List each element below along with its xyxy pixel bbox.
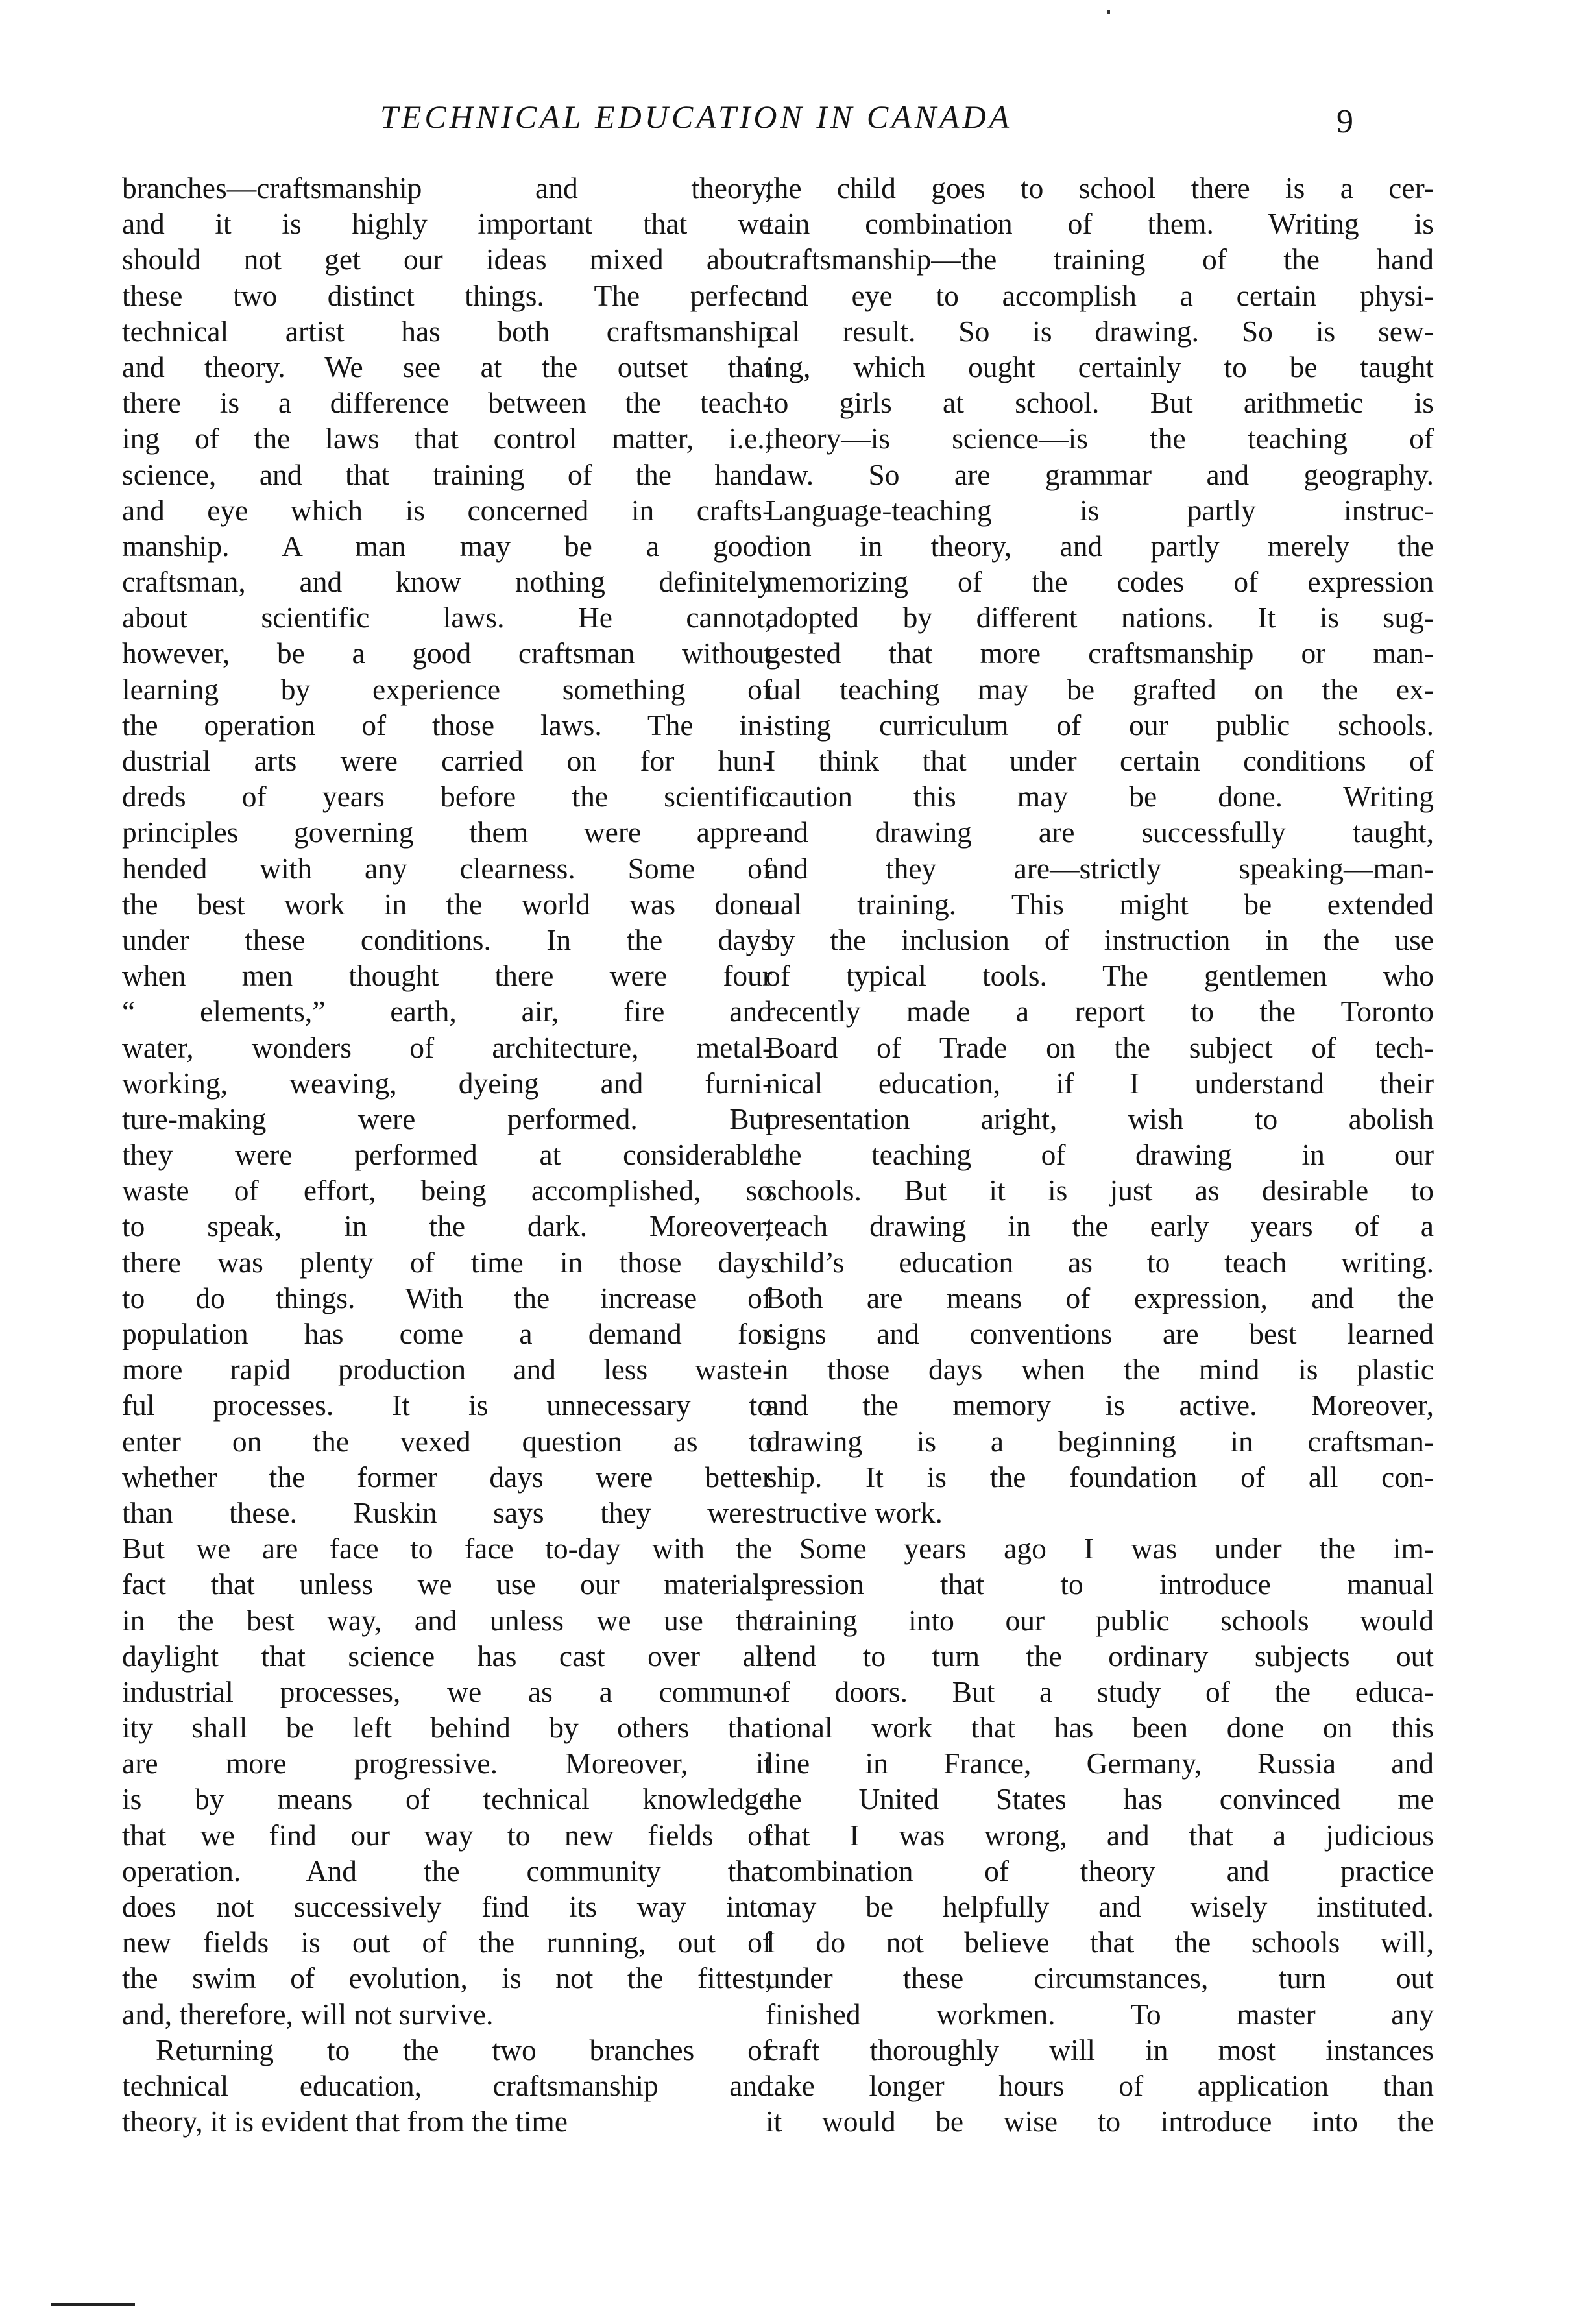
text-line: more rapid production and less waste-: [122, 1353, 772, 1386]
text-line: and drawing are successfully taught,: [766, 816, 1434, 849]
text-line: under these conditions. In the days: [122, 923, 772, 956]
text-line: Board of Trade on the subject of tech-: [766, 1030, 1434, 1064]
text-line: technical education, craftsmanship and: [122, 2068, 772, 2102]
text-line: ing, which ought certainly to be taught: [766, 350, 1434, 383]
text-line: presentation aright, wish to abolish: [766, 1102, 1434, 1135]
text-line: are more progressive. Moreover, it: [122, 1747, 772, 1780]
text-line: finished workmen. To master any: [766, 1997, 1434, 2031]
right-column: [766, 170, 1434, 2139]
text-line: cal result. So is drawing. So is sew-: [766, 314, 1434, 348]
text-line: the United States has convinced me: [766, 1782, 1434, 1816]
text-line: Both are means of expression, and the: [766, 1281, 1434, 1314]
text-line: craftsman, and know nothing definitely: [122, 565, 772, 599]
text-line: learning by experience something of: [122, 672, 772, 706]
text-line: should not get our ideas mixed about: [122, 243, 772, 276]
text-line: manship. A man may be a good: [122, 529, 772, 563]
text-line: the operation of those laws. The in-: [122, 708, 772, 742]
text-line: line in France, Germany, Russia and: [766, 1747, 1434, 1780]
text-line: in those days when the mind is plastic: [766, 1353, 1434, 1386]
text-line: they were performed at considerable: [122, 1138, 772, 1172]
text-line: principles governing them were appre-: [122, 816, 772, 849]
text-line: craftsmanship—the training of the hand: [766, 243, 1434, 276]
text-line: the child goes to school there is a cer-: [766, 171, 1434, 204]
text-line: branches—craftsmanship and theory,: [122, 171, 772, 204]
text-line: caution this may be done. Writing: [766, 780, 1434, 814]
text-line: whether the former days were better: [122, 1460, 772, 1494]
text-line: that I was wrong, and that a judicious: [766, 1818, 1434, 1852]
text-line: to girls at school. But arithmetic is: [766, 386, 1434, 420]
text-line: theory, it is evident that from the time: [122, 2105, 568, 2138]
text-line: But we are face to face to-day with the: [122, 1532, 772, 1566]
text-line: enter on the vexed question as to: [122, 1424, 772, 1458]
text-line: and eye to accomplish a certain physi-: [766, 278, 1434, 312]
text-line: craft thoroughly will in most instances: [766, 2033, 1434, 2066]
text-line: by the inclusion of instruction in the use: [766, 923, 1434, 956]
text-line: Returning to the two branches of: [156, 2033, 772, 2066]
text-line: and, therefore, will not survive.: [122, 1997, 494, 2031]
text-line: to do things. With the increase of: [122, 1281, 772, 1314]
text-line: that we find our way to new fields of: [122, 1818, 772, 1852]
text-line: does not successively find its way into: [122, 1890, 772, 1923]
text-line: is by means of technical knowledge: [122, 1782, 772, 1816]
text-line: ful processes. It is unnecessary to: [122, 1388, 772, 1422]
text-line: structive work.: [766, 1495, 943, 1529]
page-number: 9: [1336, 103, 1353, 140]
text-line: the swim of evolution, is not the fittest,: [122, 1961, 772, 1995]
text-line: the teaching of drawing in our: [766, 1138, 1434, 1172]
text-line: Language-teaching is partly instruc-: [766, 493, 1434, 527]
text-line: operation. And the community that: [122, 1854, 772, 1887]
text-line: new fields is out of the running, out of: [122, 1926, 772, 1959]
text-line: about scientific laws. He cannot,: [122, 601, 772, 635]
text-line: of doors. But a study of the educa-: [766, 1675, 1434, 1708]
text-line: however, be a good craftsman without: [122, 636, 772, 670]
left-column: [122, 170, 772, 2139]
text-line: when men thought there were four: [122, 959, 772, 993]
text-line: of typical tools. The gentlemen who: [766, 959, 1434, 993]
text-line: signs and conventions are best learned: [766, 1317, 1434, 1350]
text-line: and theory. We see at the outset that: [122, 350, 772, 383]
text-line: tain combination of them. Writing is: [766, 207, 1434, 241]
text-line: and they are—strictly speaking—man-: [766, 851, 1434, 885]
text-line: dustrial arts were carried on for hun-: [122, 744, 772, 777]
text-line: “ elements,” earth, air, fire and: [122, 995, 772, 1028]
text-line: in the best way, and unless we use the: [122, 1603, 772, 1637]
text-line: teach drawing in the early years of a: [766, 1209, 1434, 1243]
scan-speck: [1107, 10, 1110, 14]
text-line: waste of effort, being accomplished, so: [122, 1174, 772, 1207]
text-line: it would be wise to introduce into the: [766, 2105, 1434, 2138]
text-line: dreds of years before the scientific: [122, 780, 772, 814]
footer-rule: [51, 2303, 135, 2306]
text-line: pression that to introduce manual: [766, 1567, 1434, 1601]
text-line: law. So are grammar and geography.: [766, 457, 1434, 491]
text-line: and it is highly important that we: [122, 207, 772, 241]
text-line: isting curriculum of our public schools.: [766, 708, 1434, 742]
text-line: schools. But it is just as desirable to: [766, 1174, 1434, 1207]
text-line: the best work in the world was done: [122, 887, 772, 921]
text-line: technical artist has both craftsmanship: [122, 314, 772, 348]
text-line: memorizing of the codes of expression: [766, 565, 1434, 599]
text-line: working, weaving, dyeing and furni-: [122, 1066, 772, 1100]
text-line: ture-making were performed. But: [122, 1102, 772, 1135]
text-line: Some years ago I was under the im-: [799, 1532, 1434, 1566]
text-line: tion in theory, and partly merely the: [766, 529, 1434, 563]
text-line: adopted by different nations. It is sug-: [766, 601, 1434, 635]
text-line: nical education, if I understand their: [766, 1066, 1434, 1100]
text-line: and eye which is concerned in crafts-: [122, 493, 772, 527]
text-line: ual training. This might be extended: [766, 887, 1434, 921]
text-line: hended with any clearness. Some of: [122, 851, 772, 885]
text-line: there was plenty of time in those days: [122, 1245, 772, 1279]
text-line: tend to turn the ordinary subjects out: [766, 1639, 1434, 1673]
text-line: ing of the laws that control matter, i.e.,: [122, 422, 772, 455]
text-line: I do not believe that the schools will,: [766, 1926, 1434, 1959]
text-line: science, and that training of the hand: [122, 457, 772, 491]
text-line: combination of theory and practice: [766, 1854, 1434, 1887]
text-line: may be helpfully and wisely instituted.: [766, 1890, 1434, 1923]
page-header: [0, 91, 1596, 143]
text-line: industrial processes, we as a commun-: [122, 1675, 772, 1708]
text-line: daylight that science has cast over all: [122, 1639, 772, 1673]
text-line: theory—is science—is the teaching of: [766, 422, 1434, 455]
text-line: ship. It is the foundation of all con-: [766, 1460, 1434, 1494]
text-line: training into our public schools would: [766, 1603, 1434, 1637]
running-title: TECHNICAL EDUCATION IN CANADA: [380, 99, 1013, 135]
text-line: these two distinct things. The perfect: [122, 278, 772, 312]
text-line: tional work that has been done on this: [766, 1711, 1434, 1745]
text-line: gested that more craftsmanship or man-: [766, 636, 1434, 670]
text-line: there is a difference between the teach-: [122, 386, 772, 420]
text-line: to speak, in the dark. Moreover,: [122, 1209, 772, 1243]
text-line: water, wonders of architecture, metal-: [122, 1030, 772, 1064]
text-line: take longer hours of application than: [766, 2068, 1434, 2102]
text-line: ity shall be left behind by others that: [122, 1711, 772, 1745]
text-line: recently made a report to the Toronto: [766, 995, 1434, 1028]
text-line: than these. Ruskin says they were.: [122, 1495, 772, 1529]
text-line: under these circumstances, turn out: [766, 1961, 1434, 1995]
text-line: I think that under certain conditions of: [766, 744, 1434, 777]
text-line: population has come a demand for: [122, 1317, 772, 1350]
text-line: drawing is a beginning in craftsman-: [766, 1424, 1434, 1458]
text-line: and the memory is active. Moreover,: [766, 1388, 1434, 1422]
text-line: fact that unless we use our materials: [122, 1567, 772, 1601]
text-line: child’s education as to teach writing.: [766, 1245, 1434, 1279]
text-line: ual teaching may be grafted on the ex-: [766, 672, 1434, 706]
